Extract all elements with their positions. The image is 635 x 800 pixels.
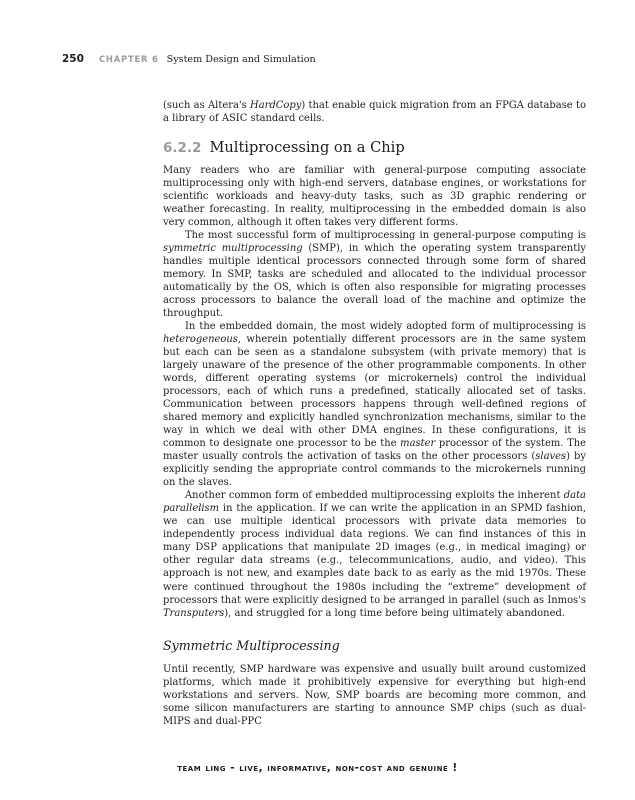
- subsection-body: [163, 663, 586, 728]
- paragraph-4-text-2: in the application. If we can write the application in an SPMD fashion, we can use multiple identical processors with private data memories to independently process individual data regions. We can find instances of this in many DSP applications that manipulate 2D images (e.g., in medical imaging) or other regular data streams (e.g., telecommunications, audio, and video). This approach is not new, and examples date back to as early as the mid 1970s. These were continued throughout the 1980s including the “extreme” development of processors that were explicitly designed to be arranged in parallel (such as Inmos's: [163, 503, 586, 606]
- section-heading: [163, 139, 405, 156]
- subsection-heading: Symmetric Multiprocessing: [163, 638, 340, 653]
- paragraph-5: Until recently, SMP hardware was expensive and usually built around customized platforms, which made it prohibitively expensive for everything but high-end workstations and servers. Now, SMP boards are becoming more common, and some silicon manufacturers are starting to announce SMP chips (such as dual-MIPS and dual-PPC: [163, 664, 586, 728]
- paragraph-1: Many readers who are familiar with general-purpose computing associate multiprocessing only with high-end servers, database engines, or workstations for scientific workloads and heavy-duty tasks, such as 3D graphic rendering or weather forecasting. In reality, multiprocessing in the embedded domain is also very common, although it often takes very different forms.: [163, 165, 586, 229]
- paragraph-3-emphasis-1: heterogeneous: [163, 334, 238, 346]
- paragraph-4-text: Another common form of embedded multiprocessing exploits the inherent: [185, 490, 564, 502]
- page-number: 250: [62, 53, 84, 65]
- intro-text-end: ) that enable quick migration from an FPGA database to a library of ASIC standard cells.: [163, 100, 586, 125]
- paragraph-2: [163, 229, 586, 320]
- footer-watermark: team ling - live, informative, non-cost and genuine !: [177, 762, 458, 774]
- paragraph-2-text: The most successful form of multiprocessing in general-purpose computing is: [185, 230, 586, 242]
- running-title: System Design and Simulation: [166, 54, 316, 65]
- paragraph-4-emphasis-2: Transputers: [163, 607, 225, 619]
- paragraph-3-text-3: processor of the system. The master usually controls the activation of tasks on the other processors (: [163, 438, 586, 463]
- chapter-label: CHAPTER 6: [98, 54, 159, 64]
- paragraph-3-text: In the embedded domain, the most widely adopted form of multiprocessing is: [185, 321, 586, 333]
- intro-paragraph: [163, 99, 586, 125]
- intro-text-start: (such as Altera's: [163, 100, 251, 111]
- intro-emphasis: HardCopy: [250, 100, 302, 111]
- paragraph-2-emphasis: symmetric multiprocessing: [163, 243, 303, 255]
- section-number: 6.2.2: [163, 140, 202, 156]
- paragraph-3: [163, 320, 586, 489]
- paragraph-3-emphasis-3: slaves: [535, 451, 567, 463]
- paragraph-2-text-end: (SMP), in which the operating system transparently handles multiple identical processors connected through some form of shared memory. In SMP, tasks are scheduled and allocated to the individual processor automatically by the OS, which is often also responsible for migrating processes across processors to balance the overall load of the machine and optimize the throughput.: [163, 243, 586, 320]
- paragraph-4-text-3: ), and struggled for a long time before being ultimately abandoned.: [224, 607, 565, 619]
- paragraph-4: [163, 489, 586, 619]
- paragraph-4-emphasis-1: data parallelism: [163, 490, 586, 515]
- running-header: [62, 53, 316, 65]
- section-body: [163, 164, 586, 620]
- paragraph-3-text-2: , wherein potentially different processors are in the same system but each can be seen as a standalone subsystem (with private memory) that is largely unaware of the presence of the other programmable components. In other words, different operating systems (or microkernels) control the individual processors, each of which runs a predefined, statically allocated set of tasks. Communication between processors happens through well-defined regions of shared memory and explicitly handled synchronization mechanisms, similar to the way in which we deal with other DMA engines. In these configurations, it is common to designate one processor to be the: [163, 334, 586, 450]
- paragraph-3-emphasis-2: master: [400, 438, 436, 450]
- paragraph-3-text-4: ) by explicitly sending the appropriate control commands to the microkernels running on the slaves.: [163, 451, 587, 489]
- section-title: Multiprocessing on a Chip: [209, 139, 405, 156]
